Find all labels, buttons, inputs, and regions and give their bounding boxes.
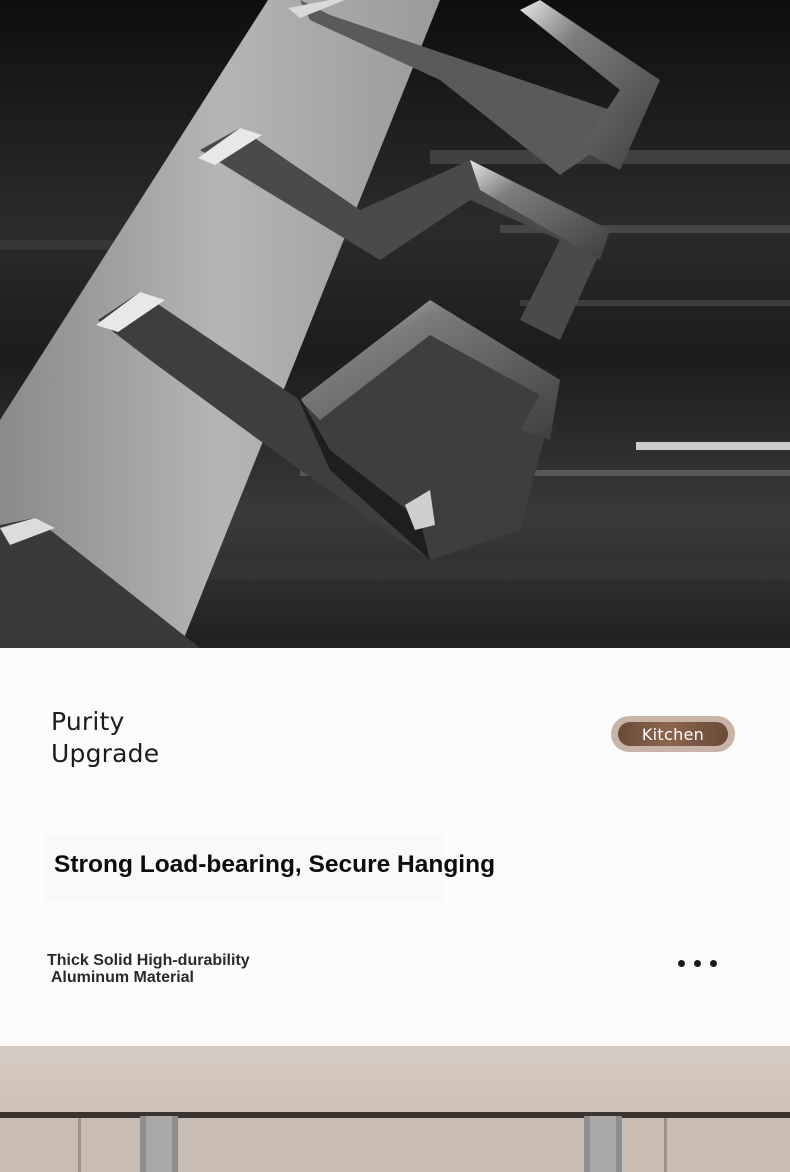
feature-line-1: Thick Solid High-durability: [47, 952, 250, 969]
page-title: [51, 706, 159, 770]
dot: [694, 960, 701, 967]
info-panel: [0, 648, 790, 1046]
headline: Strong Load-bearing, Secure Hanging: [54, 851, 496, 878]
dot: [678, 960, 685, 967]
feature-line-2: Aluminum Material: [47, 969, 194, 986]
dot: [710, 960, 717, 967]
category-badge-label: Kitchen: [618, 722, 728, 746]
category-badge[interactable]: [611, 716, 735, 752]
feature-text: [47, 952, 250, 986]
title-line-1: Purity: [51, 707, 125, 736]
cabinet-preview-image: [0, 1046, 790, 1172]
title-line-2: Upgrade: [51, 739, 160, 768]
ellipsis-icon[interactable]: [678, 960, 717, 967]
